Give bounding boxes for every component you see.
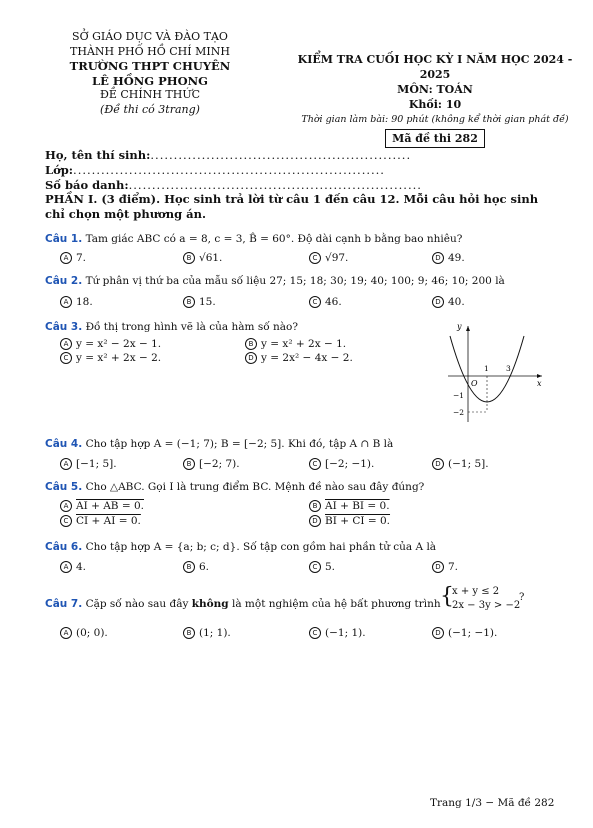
- question-number: Câu 6.: [45, 541, 83, 553]
- part1-heading: PHẦN I. (3 điểm). Học sinh trả lời từ câu 1 đến câu 12. Mỗi câu hỏi học sinh chỉ chọn một phương án.: [45, 192, 539, 221]
- option-a[interactable]: A 4.: [60, 561, 86, 573]
- question-number: Câu 1.: [45, 233, 83, 245]
- option-b[interactable]: B [−2; 7).: [183, 458, 240, 470]
- question-text: Tứ phân vị thứ ba của mẫu số liệu 27; 15; 18; 30; 19; 40; 100; 9; 46; 10; 200 là: [85, 275, 505, 287]
- question-7: Câu 7. Cặp số nào sau đây không là một nghiệm của hệ bất phương trình: [45, 598, 441, 610]
- tick-3: 3: [506, 364, 511, 373]
- tick-minus-2: −2: [453, 408, 465, 417]
- question-text: Cho tập hợp A = {a; b; c; d}. Số tập con gồm hai phần tử của A là: [85, 541, 437, 553]
- option-b[interactable]: B √61.: [183, 252, 222, 264]
- option-c[interactable]: C (−1; 1).: [309, 627, 366, 639]
- question-5: [45, 480, 560, 494]
- inequality-system: x + y ≤ 2 2x − 3y > −2: [452, 586, 521, 611]
- header-left: [40, 30, 260, 117]
- city: THÀNH PHỐ HỒ CHÍ MINH: [70, 44, 230, 58]
- option-a[interactable]: A (0; 0).: [60, 627, 108, 639]
- question-text: Cho tập hợp A = (−1; 7); B = [−2; 5]. Khi đó, tập A ∩ B là: [85, 438, 394, 450]
- question-text: Đồ thị trong hình vẽ là của hàm số nào?: [85, 321, 298, 333]
- page-footer: Trang 1/3 − Mã đề 282: [430, 797, 555, 809]
- x-arrow: [537, 374, 542, 378]
- tick-1: 1: [484, 364, 489, 373]
- option-c[interactable]: C 46.: [309, 296, 342, 308]
- option-a[interactable]: A 18.: [60, 296, 93, 308]
- question-1: [45, 232, 560, 246]
- option-d[interactable]: D y = 2x² − 4x − 2.: [245, 352, 353, 364]
- question-mark: ?: [519, 592, 525, 603]
- option-d[interactable]: D BI + CI = 0.: [309, 515, 390, 527]
- question-4: [45, 437, 560, 451]
- page-count-note: (Đề thi có 3trang): [100, 102, 200, 116]
- option-c[interactable]: C √97.: [309, 252, 348, 264]
- grade: Khối: 10: [408, 98, 462, 111]
- option-a[interactable]: A 7.: [60, 252, 86, 264]
- time-note: Thời gian làm bài: 90 phút (không kể thời gian phát đề): [301, 114, 569, 125]
- option-d[interactable]: D 7.: [432, 561, 458, 573]
- x-label: x: [537, 379, 542, 388]
- official-label: ĐỀ CHÍNH THỨC: [99, 88, 201, 101]
- option-b[interactable]: B 6.: [183, 561, 209, 573]
- exam-code-box: Mã đề thi 282: [385, 129, 485, 148]
- y-arrow: [466, 326, 470, 331]
- id-line: Số báo danh:...............................................................: [45, 178, 422, 192]
- question-number: Câu 2.: [45, 275, 83, 287]
- option-d[interactable]: D 49.: [432, 252, 465, 264]
- question-text: Cho △ABC. Gọi I là trung điểm BC. Mệnh đề nào sau đây đúng?: [85, 481, 425, 493]
- question-text: Tam giác ABC có a = 8, c = 3, B̂ = 60°. Độ dài cạnh b bằng bao nhiêu?: [85, 233, 463, 245]
- option-b[interactable]: B y = x² + 2x − 1.: [245, 338, 346, 350]
- origin-label: O: [471, 379, 478, 388]
- exam-title: KIỂM TRA CUỐI HỌC KỲ I NĂM HỌC 2024 - 2025: [297, 53, 573, 81]
- question-6: [45, 540, 560, 554]
- class-line: Lớp:...................................................................: [45, 163, 385, 177]
- question-number: Câu 3.: [45, 321, 83, 333]
- header-right: [285, 52, 585, 148]
- option-c[interactable]: C 5.: [309, 561, 335, 573]
- tick-minus-1: −1: [453, 391, 465, 400]
- question-3: [45, 320, 425, 334]
- question-2: [45, 274, 560, 288]
- option-c[interactable]: C y = x² + 2x − 2.: [60, 352, 161, 364]
- question-number: Câu 5.: [45, 481, 83, 493]
- question-number: Câu 4.: [45, 438, 83, 450]
- option-a[interactable]: A [−1; 5].: [60, 458, 117, 470]
- option-d[interactable]: D (−1; −1).: [432, 627, 497, 639]
- school-line2: LÊ HỒNG PHONG: [92, 73, 208, 88]
- option-b[interactable]: B 15.: [183, 296, 216, 308]
- name-line: Họ, tên thí sinh:........................................................: [45, 148, 412, 162]
- option-d[interactable]: D 40.: [432, 296, 465, 308]
- system-brace: {: [440, 584, 454, 609]
- option-c[interactable]: C CI + AI = 0.: [60, 515, 141, 527]
- question-number: Câu 7.: [45, 598, 83, 610]
- department: SỞ GIÁO DỤC VÀ ĐÀO TẠO: [72, 30, 228, 43]
- option-d[interactable]: D (−1; 5].: [432, 458, 489, 470]
- option-b[interactable]: B (1; 1).: [183, 627, 231, 639]
- school-line1: TRƯỜNG THPT CHUYÊN: [69, 59, 231, 73]
- y-label: y: [457, 322, 462, 331]
- subject: MÔN: TOÁN: [397, 83, 473, 96]
- option-a[interactable]: A y = x² − 2x − 1.: [60, 338, 161, 350]
- option-a[interactable]: A AI + AB = 0.: [60, 500, 144, 512]
- option-c[interactable]: C [−2; −1).: [309, 458, 374, 470]
- parabola-graph: [440, 318, 550, 428]
- option-b[interactable]: B AI + BI = 0.: [309, 500, 390, 512]
